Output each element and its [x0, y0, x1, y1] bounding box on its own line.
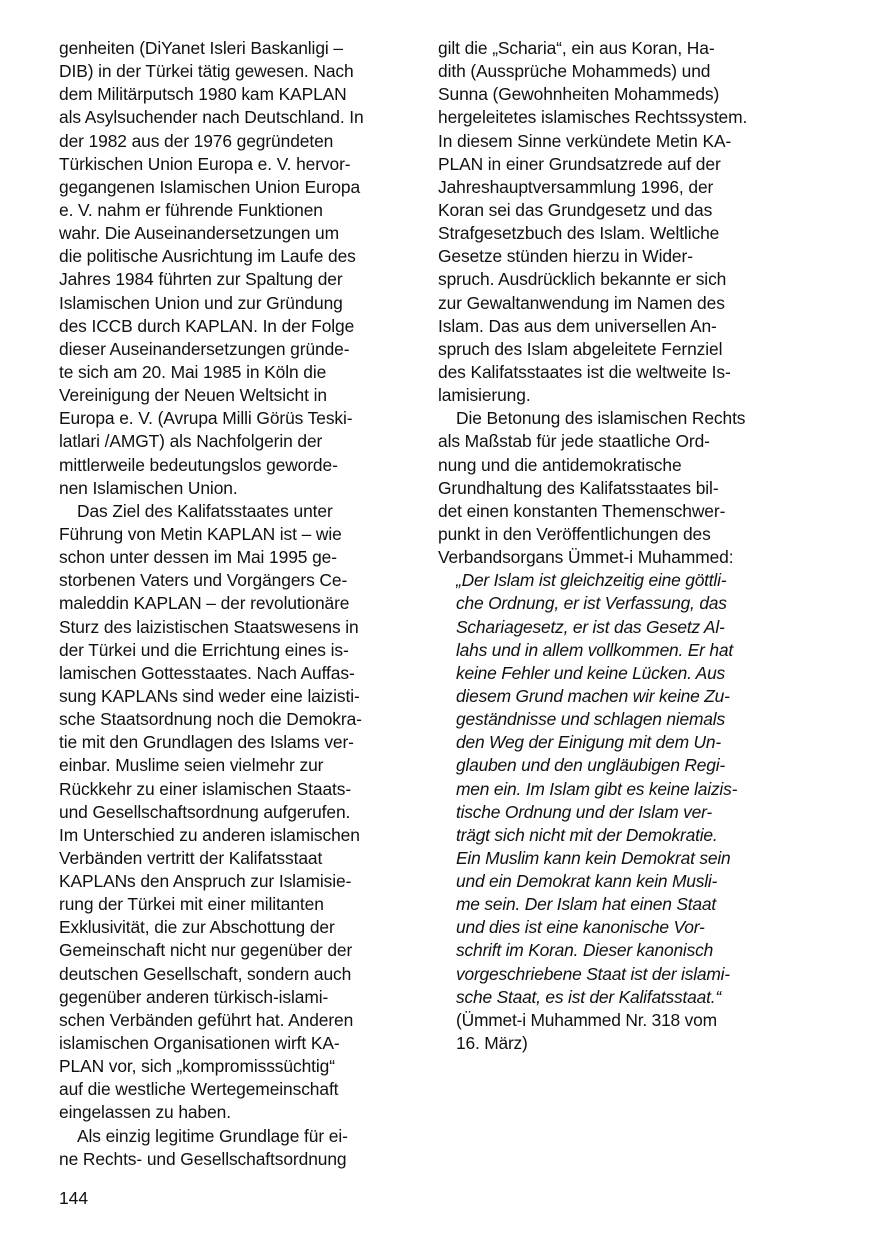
- quote-line: glauben und den ungläubigen Regi-: [456, 755, 725, 776]
- text-line: Sturz des laizistischen Staatswesens in: [59, 616, 359, 637]
- text-line: maleddin KAPLAN – der revolutionäre: [59, 593, 350, 614]
- text-line: spruch des Islam abgeleitete Fernziel: [438, 338, 723, 359]
- text-line: zur Gewaltanwendung im Namen des: [438, 292, 725, 313]
- text-line: PLAN vor, sich „kompromisssüchtig“: [59, 1056, 335, 1077]
- quote-source: 16. März): [456, 1033, 528, 1054]
- quote-line: trägt sich nicht mit der Demokratie.: [456, 824, 718, 845]
- text-line: Islamischen Union und zur Gründung: [59, 292, 343, 313]
- text-line: Türkischen Union Europa e. V. hervor-: [59, 153, 351, 174]
- text-line: Jahreshauptversammlung 1996, der: [438, 176, 714, 197]
- block-quote: [438, 569, 790, 1055]
- text-line: Islam. Das aus dem universellen An-: [438, 315, 717, 336]
- text-line: lamischen Gottesstaates. Nach Auffas-: [59, 662, 355, 683]
- text-line: und Gesellschaftsordnung aufgerufen.: [59, 801, 351, 822]
- text-line: eingelassen zu haben.: [59, 1102, 231, 1123]
- paragraph: [59, 37, 411, 500]
- text-line: Sunna (Gewohnheiten Mohammeds): [438, 84, 720, 105]
- text-line: dieser Auseinandersetzungen gründe-: [59, 338, 350, 359]
- quote-line: sche Staat, es ist der Kalifatsstaat.“: [456, 986, 721, 1007]
- text-line: Rückkehr zu einer islamischen Staats-: [59, 778, 352, 799]
- text-line: rung der Türkei mit einer militanten: [59, 894, 324, 915]
- text-line: nen Islamischen Union.: [59, 477, 238, 498]
- text-line: auf die westliche Wertegemeinschaft: [59, 1079, 339, 1100]
- text-line: Führung von Metin KAPLAN ist – wie: [59, 523, 342, 544]
- page-number: 144: [59, 1188, 89, 1208]
- quote-line: lahs und in allem vollkommen. Er hat: [456, 639, 733, 660]
- text-line: wahr. Die Auseinandersetzungen um: [59, 223, 339, 244]
- paragraph: [438, 37, 790, 407]
- quote-line: che Ordnung, er ist Verfassung, das: [456, 593, 727, 614]
- text-line: Das Ziel des Kalifatsstaates unter: [77, 500, 333, 521]
- text-line: lamisierung.: [438, 385, 531, 406]
- text-line: Die Betonung des islamischen Rechts: [456, 408, 746, 429]
- quote-line: den Weg der Einigung mit dem Un-: [456, 732, 721, 753]
- quote-line: und ein Demokrat kann kein Musli-: [456, 871, 718, 892]
- text-line: latlari /AMGT) als Nachfolgerin der: [59, 431, 323, 452]
- paragraph: [438, 407, 790, 569]
- quote-line: keine Fehler und keine Lücken. Aus: [456, 662, 726, 683]
- text-line: dem Militärputsch 1980 kam KAPLAN: [59, 84, 347, 105]
- text-line: punkt in den Veröffentlichungen des: [438, 523, 711, 544]
- text-line: islamischen Organisationen wirft KA-: [59, 1033, 340, 1054]
- text-line: Europa e. V. (Avrupa Milli Görüs Teski-: [59, 408, 353, 429]
- text-line: der 1982 aus der 1976 gegründeten: [59, 130, 334, 151]
- text-line: sche Staatsordnung noch die Demokra-: [59, 709, 362, 730]
- text-line: als Asylsuchender nach Deutschland. In: [59, 107, 364, 128]
- text-line: e. V. nahm er führende Funktionen: [59, 199, 323, 220]
- text-line: te sich am 20. Mai 1985 in Köln die: [59, 361, 327, 382]
- quote-line: Schariagesetz, er ist das Gesetz Al-: [456, 616, 725, 637]
- text-line: Gemeinschaft nicht nur gegenüber der: [59, 940, 353, 961]
- quote-line: und dies ist eine kanonische Vor-: [456, 917, 705, 938]
- text-line: det einen konstanten Themenschwer-: [438, 500, 726, 521]
- quote-line: me sein. Der Islam hat einen Staat: [456, 894, 716, 915]
- quote-line: tische Ordnung und der Islam ver-: [456, 801, 713, 822]
- text-line: Koran sei das Grundgesetz und das: [438, 199, 713, 220]
- quote-line: „Der Islam ist gleichzeitig eine göttli-: [456, 570, 727, 591]
- text-line: nung und die antidemokratische: [438, 454, 682, 475]
- text-line: dith (Aussprüche Mohammeds) und: [438, 61, 711, 82]
- text-line: KAPLANs den Anspruch zur Islamisie-: [59, 871, 352, 892]
- text-line: gilt die „Scharia“, ein aus Koran, Ha-: [438, 38, 715, 58]
- text-line: Verbandsorgans Ümmet-i Muhammed:: [438, 547, 734, 568]
- text-line: Vereinigung der Neuen Weltsicht in: [59, 385, 327, 406]
- text-line: gegangenen Islamischen Union Europa: [59, 176, 361, 197]
- text-line: Als einzig legitime Grundlage für ei-: [77, 1125, 348, 1146]
- quote-line: geständnisse und schlagen niemals: [456, 709, 725, 730]
- text-line: des Kalifatsstaates ist die weltweite Is-: [438, 361, 731, 382]
- text-line: einbar. Muslime seien vielmehr zur: [59, 755, 324, 776]
- text-line: In diesem Sinne verkündete Metin KA-: [438, 130, 732, 151]
- text-line: Verbänden vertritt der Kalifatsstaat: [59, 847, 323, 868]
- text-line: der Türkei und die Errichtung eines is-: [59, 639, 349, 660]
- text-line: mittlerweile bedeutungslos geworde-: [59, 454, 338, 475]
- quote-source: (Ümmet-i Muhammed Nr. 318 vom: [456, 1009, 717, 1030]
- text-line: storbenen Vaters und Vorgängers Ce-: [59, 570, 348, 591]
- text-line: Exklusivität, die zur Abschottung der: [59, 917, 335, 938]
- text-line: spruch. Ausdrücklich bekannte er sich: [438, 269, 727, 290]
- quote-line: vorgeschriebene Staat ist der islami-: [456, 963, 730, 984]
- text-line: genheiten (DiYanet Isleri Baskanligi –: [59, 38, 343, 58]
- left-column: [59, 37, 411, 1171]
- text-line: sung KAPLANs sind weder eine laizisti-: [59, 685, 360, 706]
- quote-line: men ein. Im Islam gibt es keine laizis-: [456, 778, 738, 799]
- text-line: die politische Ausrichtung im Laufe des: [59, 246, 356, 267]
- text-line: deutschen Gesellschaft, sondern auch: [59, 963, 352, 984]
- text-line: Strafgesetzbuch des Islam. Weltliche: [438, 223, 720, 244]
- text-line: tie mit den Grundlagen des Islams ver-: [59, 732, 354, 753]
- paragraph: [59, 1125, 411, 1171]
- text-line: Jahres 1984 führten zur Spaltung der: [59, 269, 343, 290]
- text-line: Grundhaltung des Kalifatsstaates bil-: [438, 477, 719, 498]
- text-line: hergeleitetes islamisches Rechtssystem.: [438, 107, 748, 128]
- text-line: gegenüber anderen türkisch-islami-: [59, 986, 329, 1007]
- quote-line: schrift im Koran. Dieser kanonisch: [456, 940, 714, 961]
- text-line: schon unter dessen im Mai 1995 ge-: [59, 547, 337, 568]
- text-line: DIB) in der Türkei tätig gewesen. Nach: [59, 61, 354, 82]
- text-line: schen Verbänden geführt hat. Anderen: [59, 1009, 354, 1030]
- quote-line: Ein Muslim kann kein Demokrat sein: [456, 847, 731, 868]
- text-line: Im Unterschied zu anderen islamischen: [59, 824, 360, 845]
- quote-line: diesem Grund machen wir keine Zu-: [456, 685, 730, 706]
- paragraph: [59, 500, 411, 1125]
- text-line: ne Rechts- und Gesellschaftsordnung: [59, 1148, 347, 1169]
- text-line: Gesetze stünden hierzu in Wider-: [438, 246, 693, 267]
- text-line: des ICCB durch KAPLAN. In der Folge: [59, 315, 355, 336]
- text-line: PLAN in einer Grundsatzrede auf der: [438, 153, 721, 174]
- text-line: als Maßstab für jede staatliche Ord-: [438, 431, 710, 452]
- right-column: [438, 37, 790, 1055]
